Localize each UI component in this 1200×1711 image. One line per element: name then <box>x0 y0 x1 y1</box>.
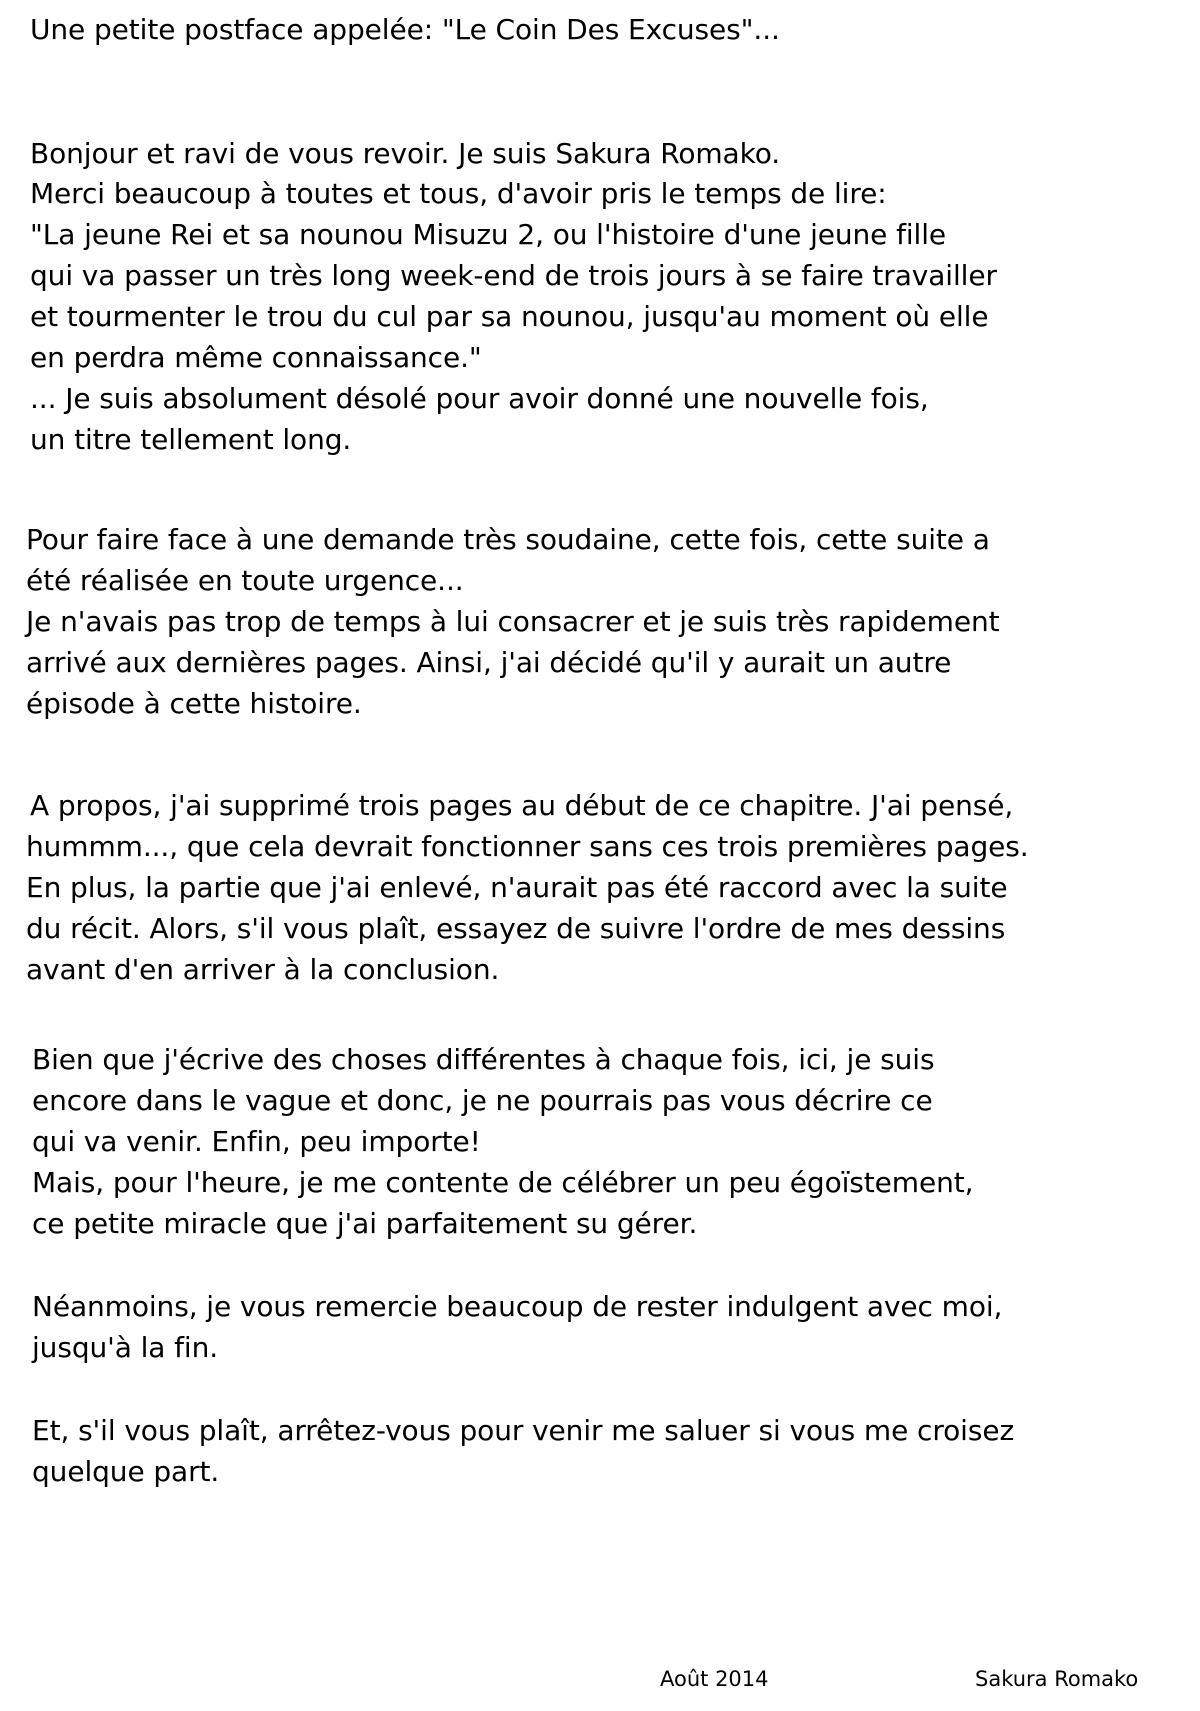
text-line: été réalisée en toute urgence... <box>26 564 464 597</box>
text-line: en perdra même connaissance." <box>30 341 482 374</box>
text-line: A propos, j'ai supprimé trois pages au début de ce chapitre. J'ai pensé, <box>30 789 1014 822</box>
text-line: et tourmenter le trou du cul par sa nounou, jusqu'au moment où elle <box>30 300 989 333</box>
text-line: épisode à cette histoire. <box>26 687 362 720</box>
text-line: En plus, la partie que j'ai enlevé, n'aurait pas été raccord avec la suite <box>26 871 1008 904</box>
text-line: Mais, pour l'heure, je me contente de célébrer un peu égoïstement, <box>32 1166 974 1199</box>
text-line: ... Je suis absolument désolé pour avoir donné une nouvelle fois, <box>30 382 929 415</box>
text-line: Je n'avais pas trop de temps à lui consacrer et je suis très rapidement <box>26 605 1000 638</box>
signature-date: Août 2014 <box>660 1667 769 1691</box>
text-line: Pour faire face à une demande très soudaine, cette fois, cette suite a <box>26 523 990 556</box>
text-line: qui va venir. Enfin, peu importe! <box>32 1125 481 1158</box>
text-line: encore dans le vague et donc, je ne pourrais pas vous décrire ce <box>32 1084 933 1117</box>
text-line: qui va passer un très long week-end de trois jours à se faire travailler <box>30 259 997 292</box>
text-line: jusqu'à la fin. <box>32 1331 219 1364</box>
signature-author: Sakura Romako <box>975 1667 1139 1691</box>
text-line: du récit. Alors, s'il vous plaît, essayez de suivre l'ordre de mes dessins <box>26 912 1006 945</box>
text-line: arrivé aux dernières pages. Ainsi, j'ai décidé qu'il y aurait un autre <box>26 646 952 679</box>
text-line: Bien que j'écrive des choses différentes à chaque fois, ici, je suis <box>32 1043 935 1076</box>
text-line: avant d'en arriver à la conclusion. <box>26 953 500 986</box>
text-line: ce petite miracle que j'ai parfaitement su gérer. <box>32 1207 698 1240</box>
text-line: Merci beaucoup à toutes et tous, d'avoir pris le temps de lire: <box>30 177 887 210</box>
text-line: Et, s'il vous plaît, arrêtez-vous pour venir me saluer si vous me croisez <box>32 1414 1015 1447</box>
text-line: quelque part. <box>32 1455 220 1488</box>
text-line: hummm..., que cela devrait fonctionner sans ces trois premières pages. <box>26 830 1029 863</box>
text-line: Bonjour et ravi de vous revoir. Je suis Sakura Romako. <box>30 137 781 170</box>
text-line: Néanmoins, je vous remercie beaucoup de rester indulgent avec moi, <box>32 1290 1003 1323</box>
page-title: Une petite postface appelée: "Le Coin Des Excuses"... <box>30 13 780 46</box>
text-line: "La jeune Rei et sa nounou Misuzu 2, ou l'histoire d'une jeune fille <box>30 218 947 251</box>
text-line: un titre tellement long. <box>30 423 352 456</box>
